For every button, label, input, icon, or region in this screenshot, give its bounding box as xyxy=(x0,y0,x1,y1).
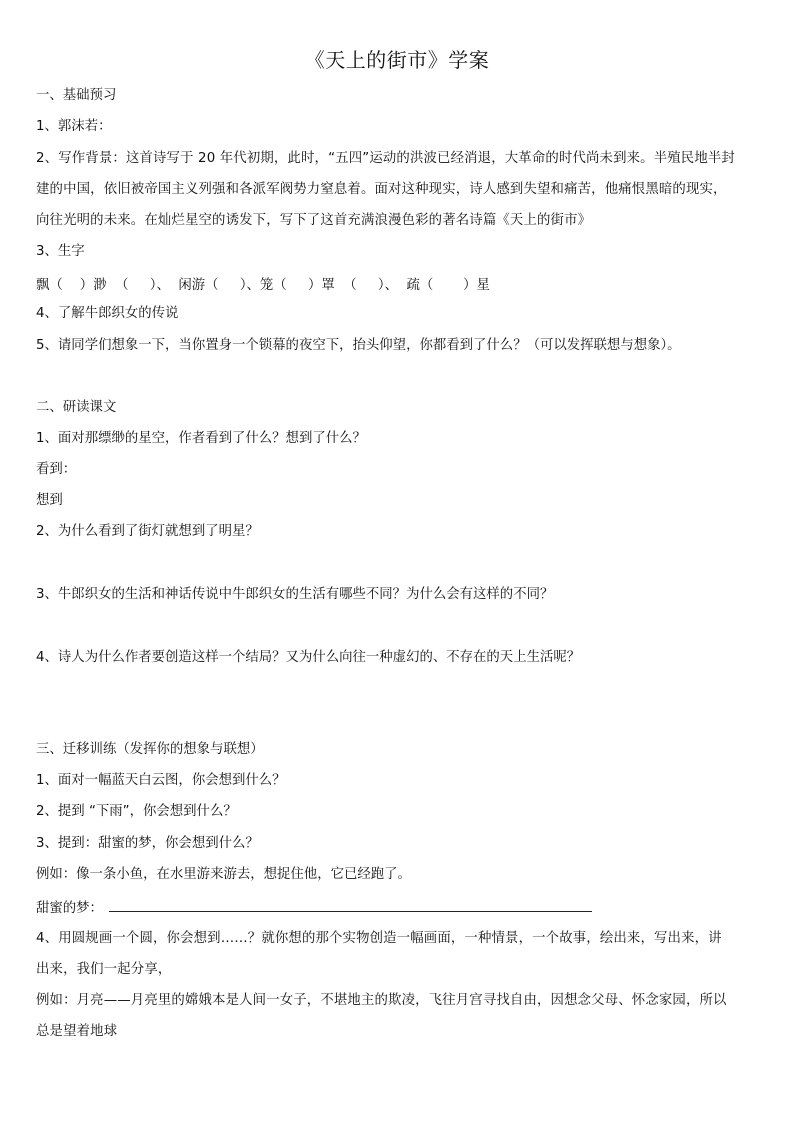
answer-label-seen: 看到： xyxy=(36,462,77,477)
background-line: 建的中国，依旧被帝国主义列强和各派军阀势力窒息着。面对这种现实，诗人感到失望和痛苦，他痛恨黑暗的现实， xyxy=(36,182,727,197)
question-sweet-dream: 3、提到：甜蜜的梦，你会想到什么？ xyxy=(36,836,259,851)
page-title: 《天上的街市》学案 xyxy=(304,48,490,72)
answer-label-sweet-dream: 甜蜜的梦： xyxy=(36,901,103,916)
question-circle xyxy=(36,923,760,1047)
section-heading-transfer: 三、迁移训练（发挥你的想象与联想） xyxy=(36,742,264,757)
example-sweet-dream: 例如：像一条小鱼，在水里游来游去，想捉住他，它已经跑了。 xyxy=(36,867,411,882)
question-street-lamps: 2、为什么看到了街灯就想到了明星？ xyxy=(36,524,259,539)
question-starry-sky: 1、面对那缥缈的星空，作者看到了什么？想到了什么？ xyxy=(36,431,366,446)
section-heading-basic-preview: 一、基础预习 xyxy=(36,88,117,103)
question-ending: 4、诗人为什么作者要创造这样一个结局？又为什么向往一种虚幻的、不存在的天上生活呢？ xyxy=(36,650,581,665)
question-rain: 2、提到 “下雨”，你会想到什么？ xyxy=(36,804,237,819)
item-background xyxy=(36,143,760,236)
background-line: 向往光明的未来。在灿烂星空的诱发下，写下了这首充满浪漫色彩的著名诗篇《天上的街市》 xyxy=(36,213,592,228)
character-pinyin-blanks: 飘（ ）渺 （ ）、 闲游（ ）、笼（ ）罩 （ ）、 疏（ ）星 xyxy=(36,278,490,293)
circle-question-line: 4、用圆规画一个圆，你会想到……？就你想的那个实物创造一幅画面，一种情景，一个故事，绘出来，写出来，讲 xyxy=(36,931,722,946)
answer-blank-line[interactable] xyxy=(109,898,592,912)
question-blue-sky: 1、面对一幅蓝天白云图，你会想到什么？ xyxy=(36,773,286,788)
item-new-characters: 3、生字 xyxy=(36,244,85,259)
answer-sweet-dream xyxy=(36,898,592,917)
section-heading-reading: 二、研读课文 xyxy=(36,400,117,415)
background-line: 2、写作背景：这首诗写于 20 年代初期，此时，“五四”运动的洪波已经消退，大革命的时代尚未到来。半殖民地半封 xyxy=(36,151,735,166)
circle-example-line: 总是望着地球 xyxy=(36,1024,118,1039)
item-legend: 4、了解牛郎织女的传说 xyxy=(36,306,179,321)
item-imagine: 5、请同学们想象一下，当你置身一个锁幕的夜空下，抬头仰望，你都看到了什么？（可以发挥联想与想象）。 xyxy=(36,338,681,353)
circle-example-line: 例如：月亮——月亮里的嫦娥本是人间一女子，不堪地主的欺凌，飞往月宫寻找自由，因想念父母、怀念家园，所以 xyxy=(36,993,727,1008)
question-differences: 3、牛郎织女的生活和神话传说中牛郎织女的生活有哪些不同？为什么会有这样的不同？ xyxy=(36,587,554,602)
answer-label-thought: 想到 xyxy=(36,493,63,508)
circle-question-line: 出来，我们一起分享， xyxy=(36,962,172,977)
item-author: 1、郭沫若： xyxy=(36,119,112,134)
